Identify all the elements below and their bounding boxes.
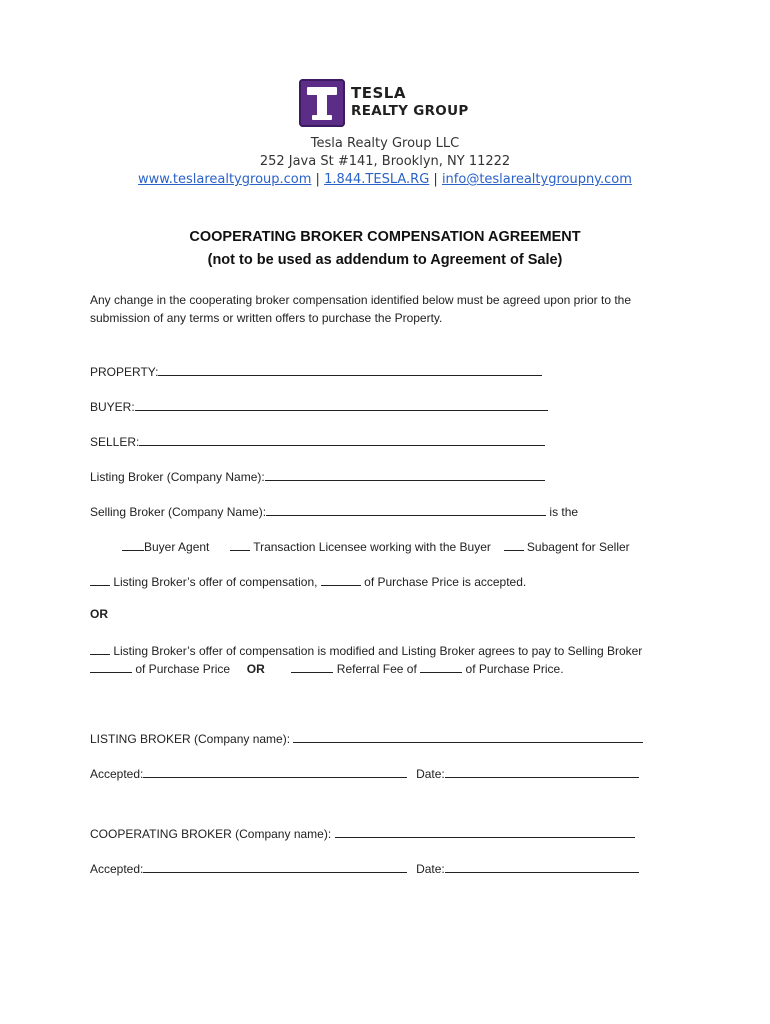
website-link[interactable]: www.teslarealtygroup.com bbox=[138, 172, 312, 187]
accepted-signature-blank[interactable] bbox=[143, 860, 407, 873]
seller-field-row bbox=[90, 433, 545, 449]
seller-blank[interactable] bbox=[139, 433, 545, 446]
buyer-label: BUYER: bbox=[90, 400, 135, 414]
logo-line-1: TESLA bbox=[351, 84, 406, 102]
referral-fee-blank[interactable] bbox=[291, 660, 333, 673]
option-2-end-text: of Purchase Price. bbox=[465, 662, 564, 676]
option-2-price-text: of Purchase Price bbox=[135, 662, 231, 676]
intro-paragraph: Any change in the cooperating broker compensation identified below must be agreed upon prior to the submission of any terms or written offers to purchase the Property. bbox=[90, 293, 632, 325]
referral-percent-blank[interactable] bbox=[420, 660, 462, 673]
cooperating-broker-company-blank[interactable] bbox=[335, 825, 635, 838]
listing-broker-label: Listing Broker (Company Name): bbox=[90, 470, 265, 484]
accepted-label: Accepted: bbox=[90, 862, 144, 876]
option-1-checkbox[interactable] bbox=[90, 573, 110, 586]
cooperating-broker-company-label: COOPERATING BROKER (Company name): bbox=[90, 827, 332, 841]
listing-accepted-row bbox=[90, 765, 639, 781]
listing-broker-field-row bbox=[90, 468, 545, 484]
referral-fee-text: Referral Fee of bbox=[336, 662, 417, 676]
logo-wordmark bbox=[351, 84, 469, 120]
option-2-checkbox[interactable] bbox=[90, 642, 110, 655]
option-1-suffix: of Purchase Price is accepted. bbox=[364, 575, 527, 589]
date-label: Date: bbox=[416, 767, 445, 781]
property-blank[interactable] bbox=[158, 363, 542, 376]
listing-broker-blank[interactable] bbox=[265, 468, 545, 481]
transaction-licensee-label: Transaction Licensee working with the Buyer bbox=[253, 540, 491, 554]
company-logo bbox=[299, 79, 479, 129]
selling-broker-suffix: is the bbox=[549, 505, 579, 519]
or-label: OR bbox=[90, 607, 108, 621]
listing-broker-company-label: LISTING BROKER (Company name): bbox=[90, 732, 291, 746]
cooperating-broker-signature-row bbox=[90, 825, 635, 841]
option-2-or: OR bbox=[246, 662, 265, 676]
property-label: PROPERTY: bbox=[90, 365, 159, 379]
cooperating-accepted-row bbox=[90, 860, 639, 876]
buyer-blank[interactable] bbox=[135, 398, 548, 411]
selling-broker-label: Selling Broker (Company Name): bbox=[90, 505, 267, 519]
company-address: 252 Java St #141, Brooklyn, NY 11222 bbox=[259, 154, 511, 169]
offer-option-2-row-2 bbox=[90, 660, 564, 676]
separator: | bbox=[311, 172, 325, 187]
date-label: Date: bbox=[416, 862, 445, 876]
document-subtitle: (not to be used as addendum to Agreement of Sale) bbox=[207, 252, 563, 268]
logo-line-2: REALTY GROUP bbox=[351, 103, 469, 119]
date-blank[interactable] bbox=[445, 860, 639, 873]
property-field-row bbox=[90, 363, 542, 379]
subagent-label: Subagent for Seller bbox=[526, 540, 630, 554]
separator: | bbox=[429, 172, 442, 187]
email-link[interactable]: info@teslarealtygroupny.com bbox=[441, 172, 632, 187]
document-title: COOPERATING BROKER COMPENSATION AGREEMENT bbox=[189, 229, 581, 245]
subagent-checkbox[interactable] bbox=[504, 538, 524, 551]
date-blank[interactable] bbox=[445, 765, 639, 778]
listing-broker-signature-row bbox=[90, 730, 643, 746]
buyer-agent-checkbox[interactable] bbox=[122, 538, 144, 551]
seller-label: SELLER: bbox=[90, 435, 140, 449]
logo-t-icon bbox=[299, 79, 345, 127]
phone-link[interactable]: 1.844.TESLA.RG bbox=[324, 172, 430, 187]
option-2-percent-blank[interactable] bbox=[90, 660, 132, 673]
accepted-signature-blank[interactable] bbox=[143, 765, 407, 778]
option-2-text: Listing Broker’s offer of compensation is modified and Listing Broker agrees to pay to Selling Broker bbox=[113, 644, 643, 658]
transaction-licensee-checkbox[interactable] bbox=[230, 538, 250, 551]
role-options-row bbox=[122, 538, 630, 554]
listing-broker-company-blank[interactable] bbox=[293, 730, 643, 743]
offer-option-1-row bbox=[90, 573, 526, 589]
company-name: Tesla Realty Group LLC bbox=[310, 136, 460, 151]
option-1-percent-blank[interactable] bbox=[321, 573, 361, 586]
accepted-label: Accepted: bbox=[90, 767, 144, 781]
buyer-agent-label: Buyer Agent bbox=[144, 540, 210, 554]
company-contact-line bbox=[0, 172, 770, 187]
selling-broker-field-row bbox=[90, 503, 578, 519]
selling-broker-blank[interactable] bbox=[266, 503, 546, 516]
buyer-field-row bbox=[90, 398, 548, 414]
offer-option-2-row bbox=[90, 642, 642, 658]
option-1-text: Listing Broker’s offer of compensation, bbox=[113, 575, 318, 589]
